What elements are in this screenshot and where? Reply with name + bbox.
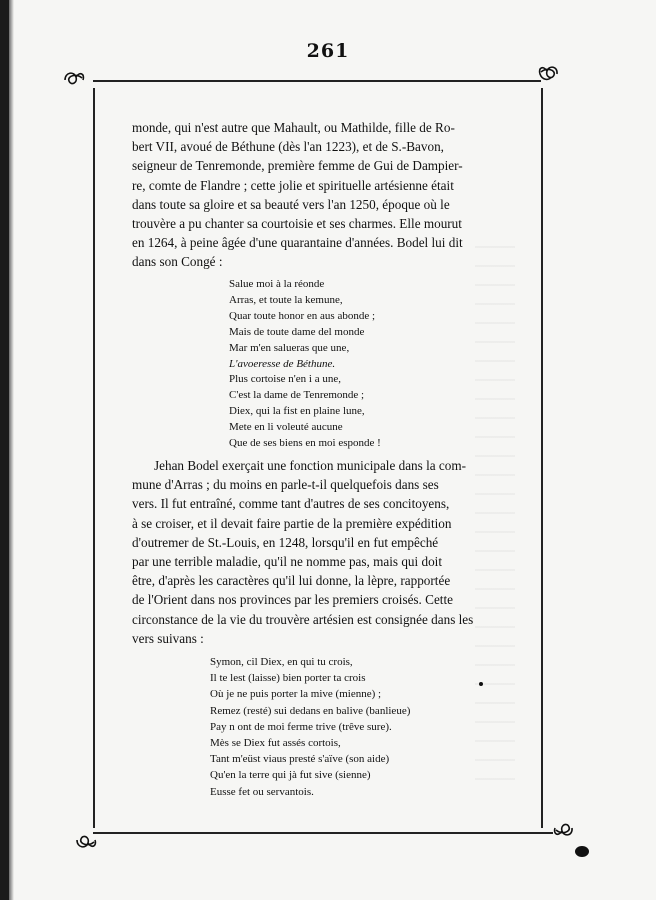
verse-line: Plus cortoise n'en i a une, [229, 373, 341, 386]
text-line: circonstance de la vie du trouvère artésien est consignée dans les [132, 611, 474, 627]
verse-line: Mais de toute dame del monde [229, 325, 365, 338]
verse-line: Eusse fet ou servantois. [210, 785, 314, 798]
text-line: mune d'Arras ; du moins en parle-t-il quelquefois dans ses [132, 477, 439, 493]
corner-ornament-bottom-left-icon [74, 830, 98, 852]
text-line: monde, qui n'est autre que Mahault, ou Mathilde, fille de Ro- [132, 120, 455, 135]
verse-line: Tant m'eüst viaus presté s'aïve (son aide) [210, 753, 390, 766]
paragraph-1 [132, 118, 508, 272]
verse-line: L'avoeresse de Béthune. [229, 357, 336, 370]
verse-line: Salue moi à la réonde [229, 278, 325, 290]
corner-ornament-top-left-icon [62, 68, 86, 90]
text-line: d'outremer de St.-Louis, en 1248, lorsqu'il en fut empêché [132, 534, 439, 550]
verse-line: Mès se Diex fut assés cortois, [210, 737, 341, 750]
verse-line: Mar m'en salueras que une, [229, 341, 350, 354]
verse-line: Quar toute honor en aus abonde ; [229, 309, 376, 322]
verse-line: Symon, cil Diex, en qui tu crois, [210, 656, 353, 668]
frame-left-rule [93, 88, 95, 828]
text-line: trouvère a pu chanter sa courtoisie et ses charmes. Elle mourut [132, 216, 462, 232]
verse-line: Remez (resté) sui dedans en balive (banlieue) [210, 704, 411, 717]
verse-line: Où je ne puis porter la mive (mienne) ; [210, 688, 382, 701]
text-line: dans son Congé : [132, 254, 223, 270]
text-line: vers suivans : [132, 630, 204, 646]
verse-line: Diex, qui la fist en plaine lune, [229, 405, 365, 418]
text-line: bert VII, avoué de Béthune (dès l'an 1223), et de S.-Bavon, [132, 139, 444, 155]
page-number: 261 [306, 40, 350, 62]
verse-block-2 [210, 654, 410, 800]
binding-shadow [9, 0, 14, 900]
verse-line: Que de ses biens en moi esponde ! [229, 437, 381, 450]
verse-line: C'est la dame de Tenremonde ; [229, 389, 365, 402]
text-line: Jehan Bodel exerçait une fonction municipale dans la com- [154, 458, 466, 473]
verse-line: Arras, et toute la kemune, [229, 293, 343, 306]
text-line: vers. Il fut entraîné, comme tant d'autres de ses concitoyens, [132, 496, 450, 512]
corner-ornament-bottom-right-icon [552, 818, 576, 840]
text-line: seigneur de Tenremonde, première femme de Gui de Dampier- [132, 158, 463, 174]
text-line: de l'Orient dans nos provinces par les premiers croisés. Cette [132, 592, 453, 608]
ink-blot [575, 846, 589, 857]
text-line: à se croiser, et il devait faire partie de la première expédition [132, 515, 452, 531]
verse-line: Il te lest (laisse) bien porter ta crois [210, 672, 366, 685]
book-binding-edge [0, 0, 9, 900]
text-line: par une terrible maladie, qu'il ne nomme pas, mais qui doit [132, 554, 443, 570]
text-line: être, d'après les caractères qu'il lui donne, la lèpre, rapportée [132, 573, 451, 589]
frame-right-rule [541, 88, 543, 828]
verse-line: Pay n ont de moi ferme trive (trêve sure). [210, 720, 392, 733]
text-line: en 1264, à peine âgée d'une quarantaine d'années. Bodel lui dit [132, 235, 463, 251]
paragraph-2 [132, 456, 508, 648]
verse-block-1 [229, 277, 381, 452]
verse-line: Mete en li voleuté aucune [229, 421, 343, 434]
frame-bottom-rule [93, 832, 553, 834]
text-line: dans toute sa gloire et sa beauté vers l'an 1250, époque où le [132, 196, 450, 212]
frame-top-rule [93, 80, 541, 82]
verse-line: Qu'en la terre qui jà fut sive (sienne) [210, 769, 371, 782]
corner-ornament-top-right-icon [537, 62, 561, 84]
text-line: re, comte de Flandre ; cette jolie et spirituelle artésienne était [132, 177, 454, 193]
